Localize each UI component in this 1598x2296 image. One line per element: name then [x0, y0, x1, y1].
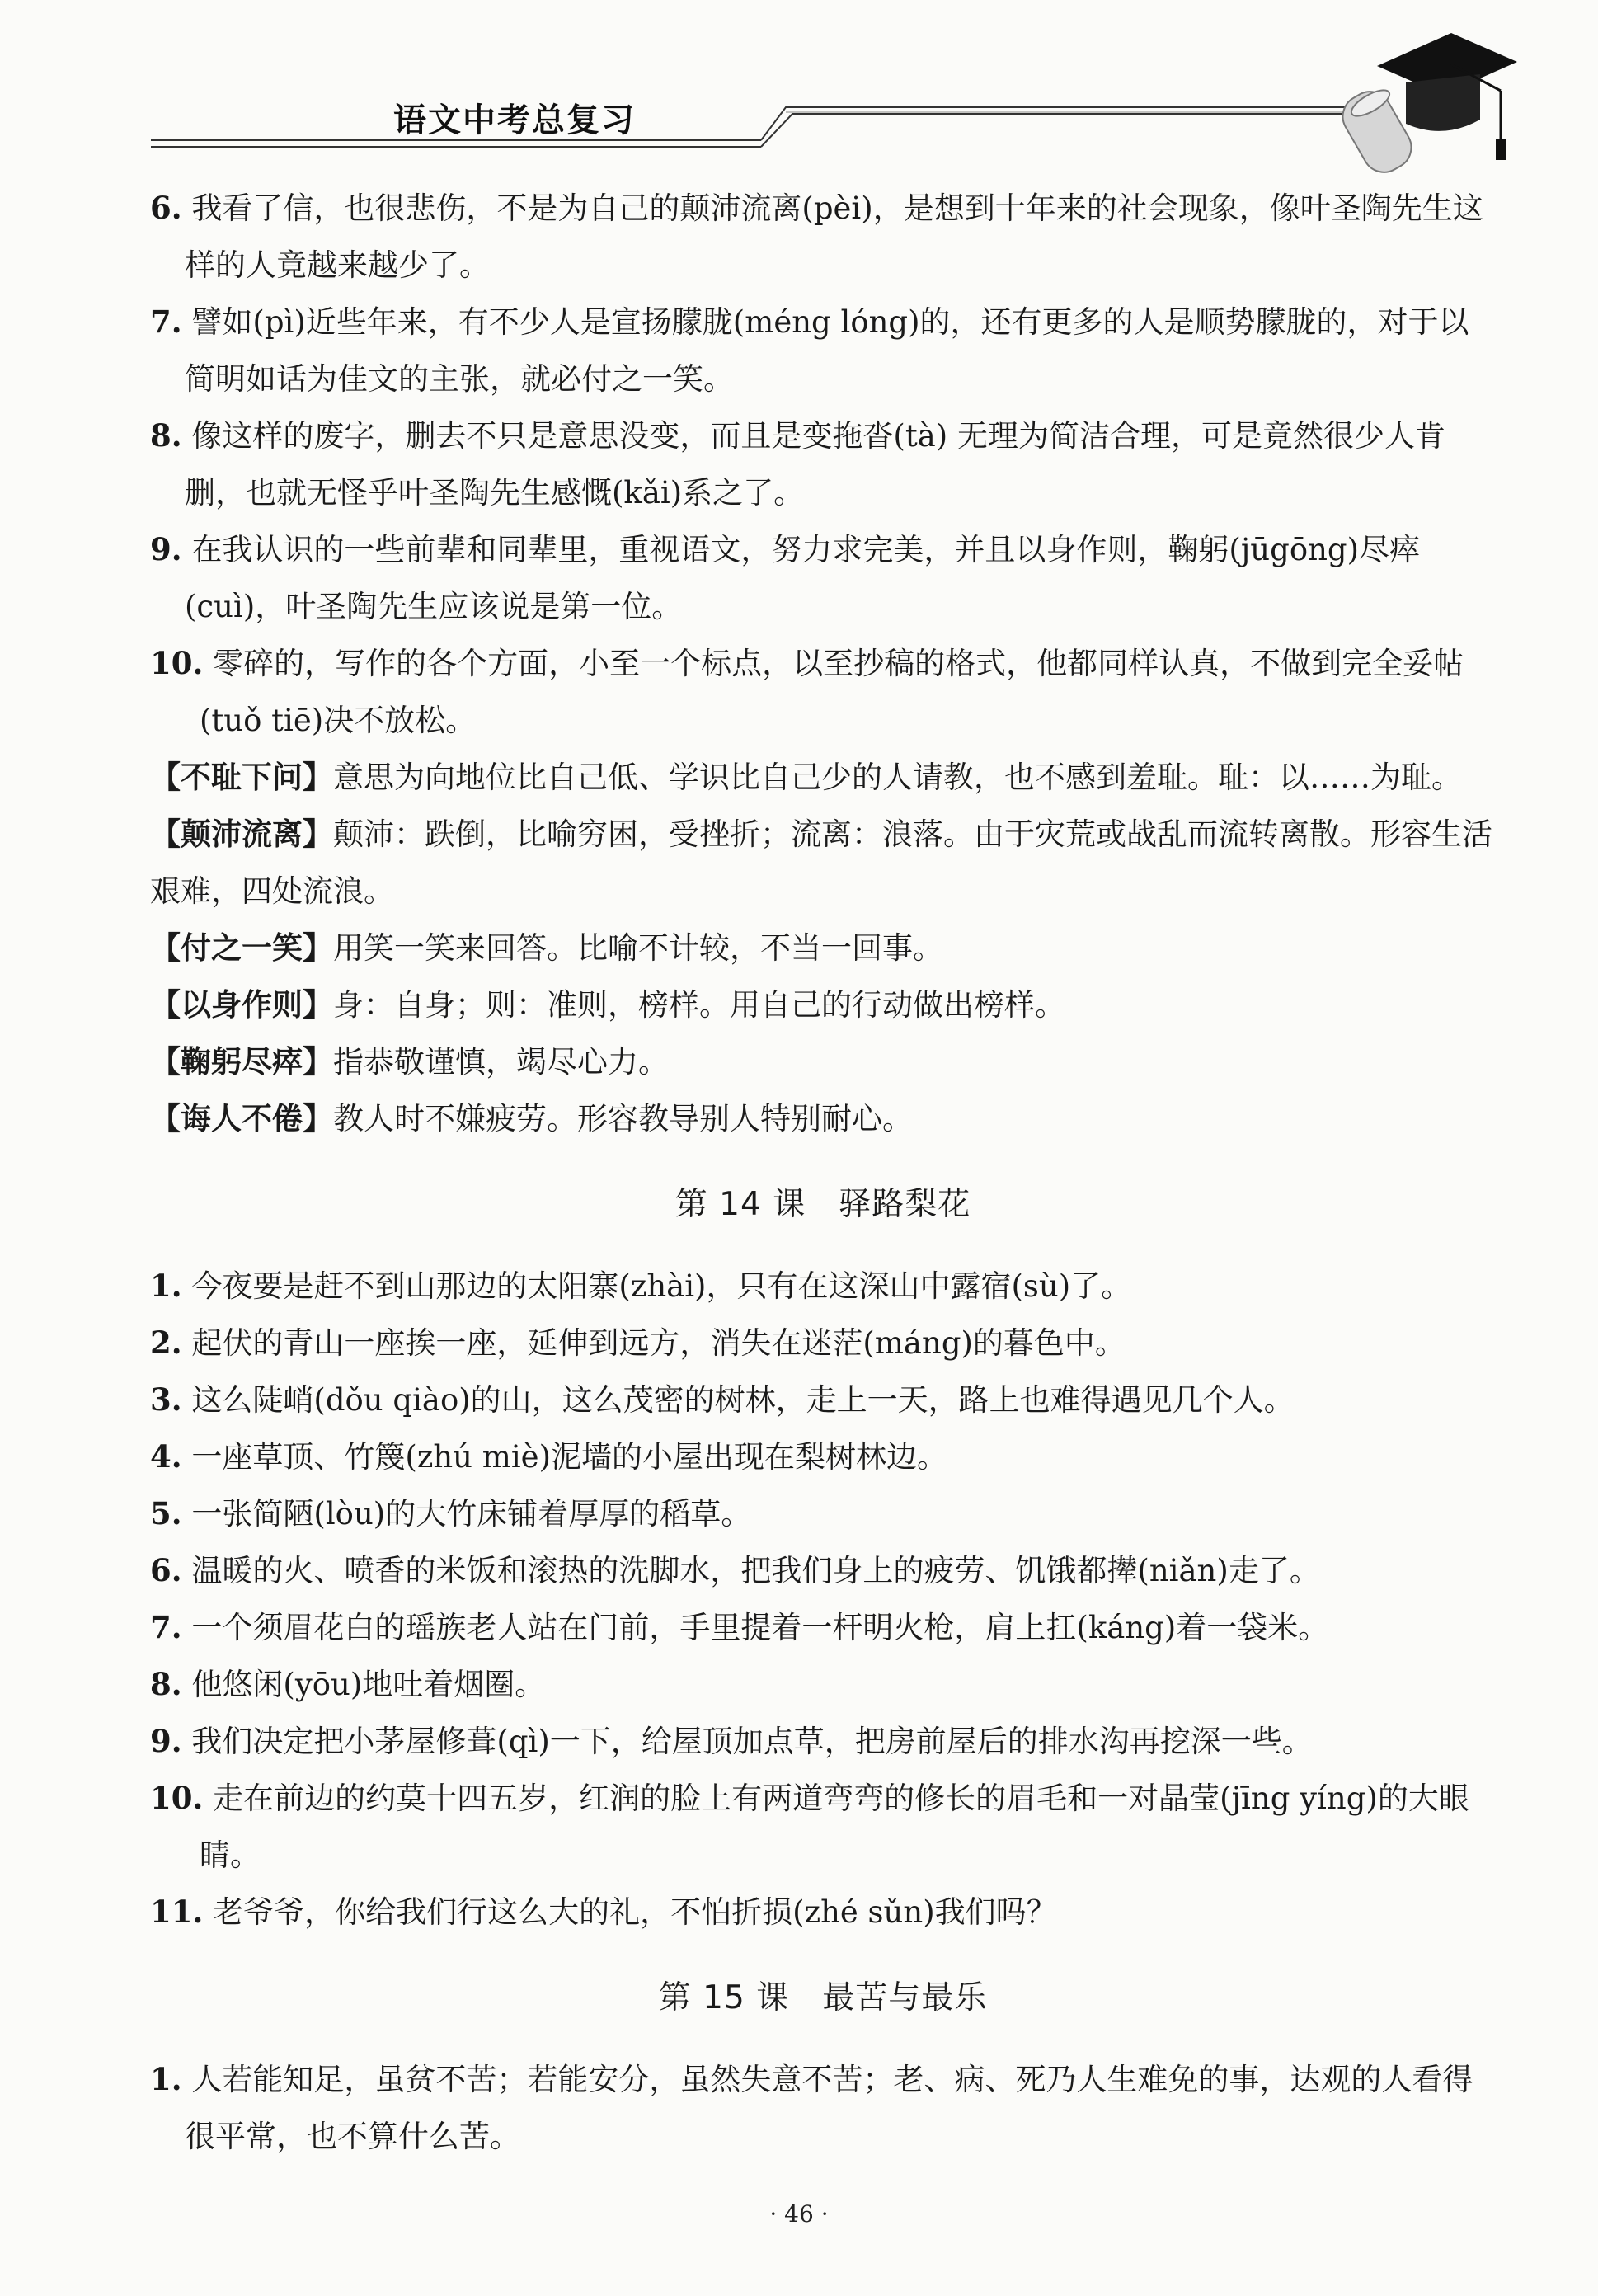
list-item: 1. 今夜要是赶不到山那边的太阳寨(zhài)，只有在这深山中露宿(sù)了。 [150, 1268, 1132, 1304]
list-item: 11. 老爷爷，你给我们行这么大的礼，不怕折损(zhé sǔn)我们吗？ [150, 1894, 1057, 1930]
list-item: 10. 走在前边的约莫十四五岁，红润的脸上有两道弯弯的修长的眉毛和一对晶莹(jīng yíng)的大眼睛。 [150, 1780, 1469, 1873]
list-item: 4. 一座草顶、竹篾(zhú miè)泥墙的小屋出现在梨树林边。 [150, 1438, 948, 1475]
definition-item: 【以身作则】身：自身；则：准则，榜样。用自己的行动做出榜样。 [150, 987, 1065, 1023]
lesson-15-heading [150, 1974, 1496, 2023]
definition-item: 【不耻下问】意思为向地位比自己低、学识比自己少的人请教，也不感到羞耻。耻：以……为耻。 [150, 760, 1462, 795]
lesson-14-heading [150, 1180, 1496, 1230]
definition-item: 【鞠躬尽瘁】指恭敬谨慎，竭尽心力。 [150, 1044, 669, 1080]
header-rule [151, 82, 1511, 173]
definition-item: 【颠沛流离】颠沛：跌倒，比喻穷困，受挫折；流离：浪落。由于灾荒或战乱而流转离散。形容生活艰难，四处流浪。 [150, 816, 1492, 909]
vocab-list-continued [150, 180, 1496, 749]
definition-item: 【诲人不倦】教人时不嫌疲劳。形容教导别人特别耐心。 [150, 1101, 913, 1136]
list-item: 1. 人若能知足，虽贫不苦；若能安分，虽然失意不苦；老、病、死乃人生难免的事，达观的人看得很平常，也不算什么苦。 [150, 2061, 1473, 2154]
lesson-title: 驿路梨花 [839, 1186, 971, 1223]
page-number: · 46 · [769, 2200, 829, 2228]
list-item: 9. 我们决定把小茅屋修葺(qì)一下，给屋顶加点草，把房前屋后的排水沟再挖深一些。 [150, 1723, 1313, 1759]
page-content [150, 180, 1496, 2165]
idiom-definitions [150, 749, 1496, 1147]
list-item: 7. 一个须眉花白的瑶族老人站在门前，手里提着一杆明火枪，肩上扛(káng)着一袋米。 [150, 1609, 1329, 1645]
list-item: 6. 温暖的火、喷香的米饭和滚热的洗脚水，把我们身上的疲劳、饥饿都撵(niǎn)走了。 [150, 1552, 1320, 1588]
lesson-label: 第 15 课 [658, 1979, 790, 2016]
definition-item: 【付之一笑】用笑一笑来回答。比喻不计较，不当一回事。 [150, 930, 943, 966]
lesson-15-list [150, 2051, 1496, 2165]
list-item: 8. 他悠闲(yōu)地吐着烟圈。 [150, 1666, 546, 1702]
graduation-cap-icon [1328, 33, 1517, 173]
list-item: 8. 像这样的废字，删去不只是意思没变，而且是变拖沓(tà) 无理为简洁合理，可是竟然很少人肯删，也就无怪乎叶圣陶先生感慨(kǎi)系之了。 [150, 417, 1445, 510]
lesson-14-list [150, 1258, 1496, 1941]
header-title: 语文中考总复习 [393, 101, 636, 139]
list-item: 3. 这么陡峭(dǒu qiào)的山，这么茂密的树林，走上一天，路上也难得遇见几个人。 [150, 1381, 1295, 1418]
list-item: 7. 譬如(pì)近些年来，有不少人是宣扬朦胧(méng lóng)的，还有更多的人是顺势朦胧的，对于以简明如话为佳文的主张，就必付之一笑。 [150, 303, 1469, 397]
list-item: 6. 我看了信，也很悲伤，不是为自己的颠沛流离(pèi)，是想到十年来的社会现象，像叶圣陶先生这样的人竟越来越少了。 [150, 190, 1483, 283]
list-item: 2. 起伏的青山一座挨一座，延伸到远方，消失在迷茫(máng)的暮色中。 [150, 1324, 1126, 1361]
list-item: 9. 在我认识的一些前辈和同辈里，重视语文，努力求完美，并且以身作则，鞠躬(jūgōng)尽瘁(cuì)，叶圣陶先生应该说是第一位。 [150, 531, 1421, 624]
list-item: 5. 一张简陋(lòu)的大竹床铺着厚厚的稻草。 [150, 1495, 752, 1531]
list-item: 10. 零碎的，写作的各个方面，小至一个标点，以至抄稿的格式，他都同样认真，不做到完全妥帖(tuǒ tiē)决不放松。 [150, 645, 1464, 738]
page-header [151, 82, 1511, 173]
lesson-title: 最苦与最乐 [822, 1979, 988, 2016]
lesson-label: 第 14 课 [674, 1186, 806, 1223]
